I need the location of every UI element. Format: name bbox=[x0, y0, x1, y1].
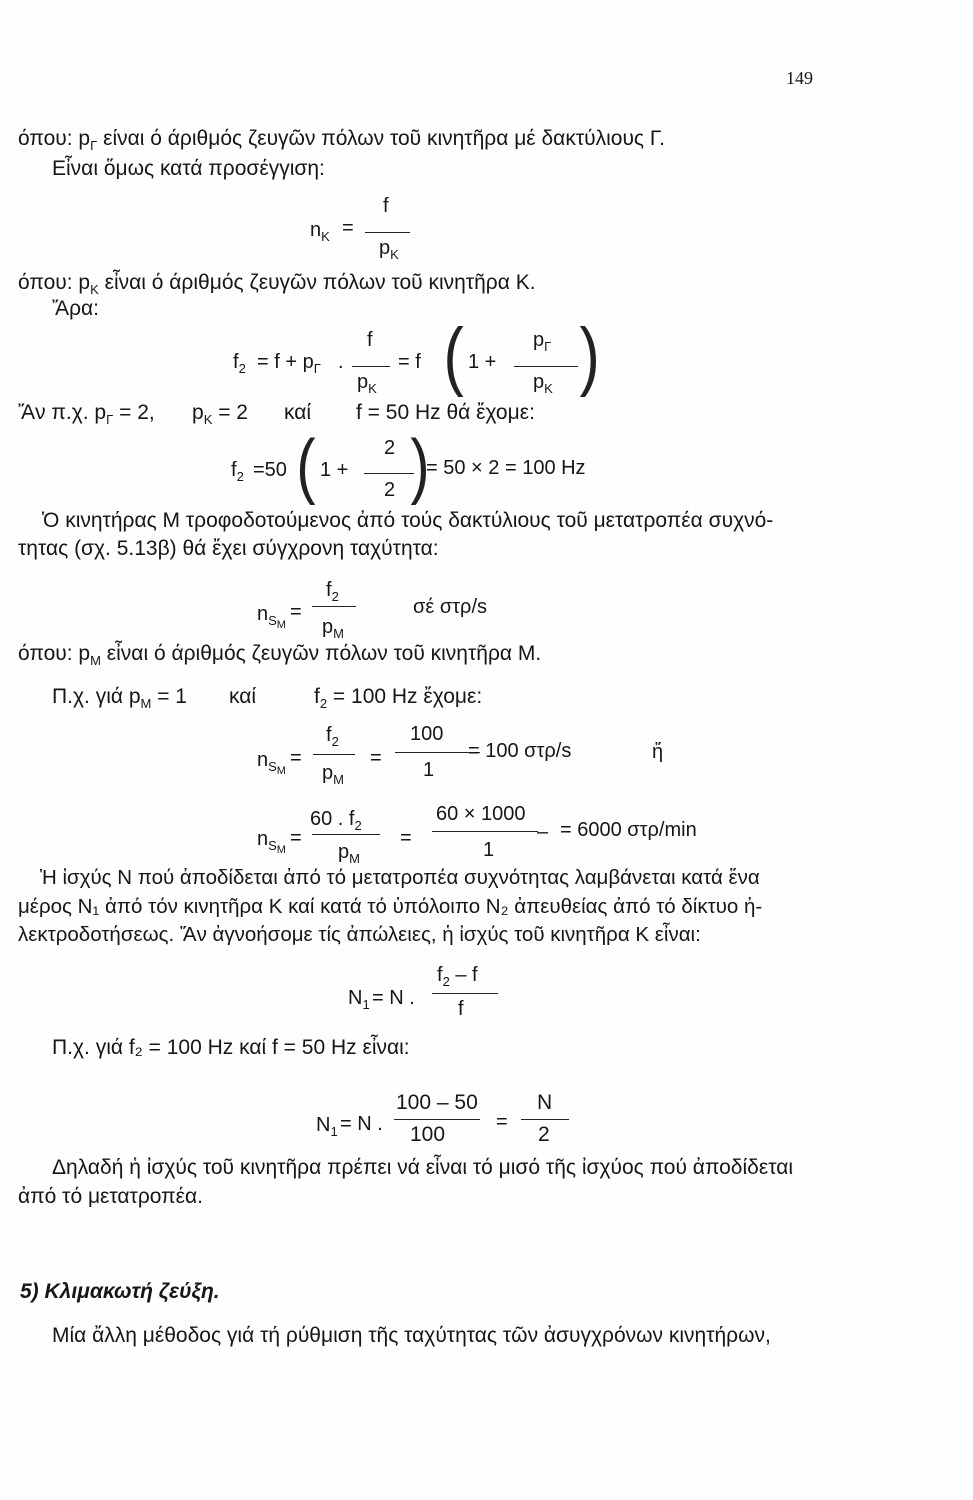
section-heading: 5) Κλιμακωτή ζεύξη. bbox=[20, 1280, 220, 1303]
text-line-6: Ὁ κινητήρας Μ τροφοδοτούμενος ἀπό τούς δακτύλιους τοῦ μετατροπέα συχνό- bbox=[42, 509, 774, 532]
text-line-4: Ἄρα: bbox=[52, 297, 100, 320]
page-number: 149 bbox=[786, 68, 813, 88]
text-line-8: όπου: $p_M$ εἶναι ό άριθμός ζευγῶν πόλων τοῦ κινητῆρα Μ. bbox=[18, 642, 542, 668]
text-line-16: Μία ἄλλη μέθοδος γιά τή ρύθμιση τῆς ταχύτητας τῶν ἀσυγχρόνων κινητήρων, bbox=[52, 1324, 771, 1347]
text-line-10: Ἡ ἰσχύς Ν πού ἀποδίδεται ἀπό τό μετατροπέα συχνότητας λαμβάνεται κατά ἕνα bbox=[40, 866, 760, 889]
text-line-13: Π.χ. γιά f₂ = 100 Hz καί f = 50 Hz εἶναι: bbox=[52, 1036, 410, 1059]
text-line-11: μέρος N₁ ἀπό τόν κινητῆρα Κ καί κατά τό ὑπόλοιπο N₂ ἀπευθείας ἀπό τό δίκτυο ἠ- bbox=[18, 895, 763, 918]
text-line-14: Δηλαδή ἡ ἰσχύς τοῦ κινητῆρα πρέπει νά εἶναι τό μισό τῆς ἰσχύος πού ἀποδίδεται bbox=[52, 1156, 794, 1179]
text-line-7: τητας (σχ. 5.13β) θά ἔχει σύγχρονη ταχύτητα: bbox=[18, 537, 439, 560]
text-line-2: Εἶναι ὅμως κατά προσέγγιση: bbox=[52, 157, 325, 180]
text-line-15: ἀπό τό μετατροπέα. bbox=[18, 1185, 204, 1208]
book-page: 149 όπου: $p_\Gamma$ είναι ό άριθμός ζευγῶν πόλων τοῦ κινητῆρα μέ δακτύλιους Γ. Εἶναι ὅμως κατά προσέγγιση: $n_K$ = f $p_K$ όπου: $p_K$ εἶναι ό άριθμός ζευγῶν πόλων τοῦ κινητῆρα Κ. Ἄρα: $f_2$ = $f + p_\Gamma$ . f $p_K$ = f ( 1 + $p_\Gamma$ $p_K$ ) Ἄν π.χ. $p_\Gamma = 2$, $p_K = 2$ καί f = 50 Hz θά ἔχομε: $f_2$ =50 ( 1 + 2 2 ) = 50 × 2 = 100 Hz Ὁ κινητήρας Μ τροφοδοτούμενος ἀπό τούς δακτύλιους τοῦ μετατροπέα συχνό- τητας (σχ. 5.13β) θά ἔχει σύγχρονη ταχύτητα: $n_{SM}$ = $f_2$ $p_M$ σέ στρ/s όπου: $p_M$ εἶναι ό άριθμός ζευγῶν πόλων τοῦ κινητῆρα Μ. Π.χ. γιά $p_M = 1$ καί $f_2 = 100$ Hz ἔχομε: $n_{SM}$ = $f_2$ $p_M$ = 100 1 = 100 στρ/s ἤ $n_{SM}$ = 60 . $f_2$ $p_M$ = 60 × 1000 1 – = 6000 στρ/min Ἡ ἰσχύς Ν πού ἀποδίδεται ἀπό τό μετατροπέα συχνότητας λαμβάνεται κατά ἕνα μέρος N₁ ἀπό τόν κινητῆρα Κ καί κατά τό ὑπόλοιπο N₂ ἀπευθείας ἀπό τό δίκτυο ἠ- λεκτροδοτήσεως. Ἄν ἀγνοήσομε τίς ἀπώλειες, ἡ ἰσχύς τοῦ κινητῆρα Κ εἶναι: $N_1$ = N . $f_2$ – f f Π.χ. γιά f₂ = 100 Hz καί f = 50 Hz εἶναι: $N_1$ = N . 100 – 50 100 = N 2 Δηλαδή ἡ ἰσχύς τοῦ κινητῆρα πρέπει νά εἶναι τό μισό τῆς ἰσχύος πού ἀποδίδεται ἀπό τό μετατροπέα. 5) Κλιμακωτή ζεύξη. Μία ἄλλη μέθοδος γιά τή ρύθμιση τῆς ταχύτητας τῶν ἀσυγχρόνων κινητήρων, bbox=[0, 0, 973, 1500]
text-line-3: όπου: $p_K$ εἶναι ό άριθμός ζευγῶν πόλων τοῦ κινητῆρα Κ. bbox=[18, 271, 536, 297]
text-line-1: όπου: $p_\Gamma$ είναι ό άριθμός ζευγῶν πόλων τοῦ κινητῆρα μέ δακτύλιους Γ. bbox=[18, 127, 665, 153]
text-line-12: λεκτροδοτήσεως. Ἄν ἀγνοήσομε τίς ἀπώλειες, ἡ ἰσχύς τοῦ κινητῆρα Κ εἶναι: bbox=[18, 923, 701, 946]
